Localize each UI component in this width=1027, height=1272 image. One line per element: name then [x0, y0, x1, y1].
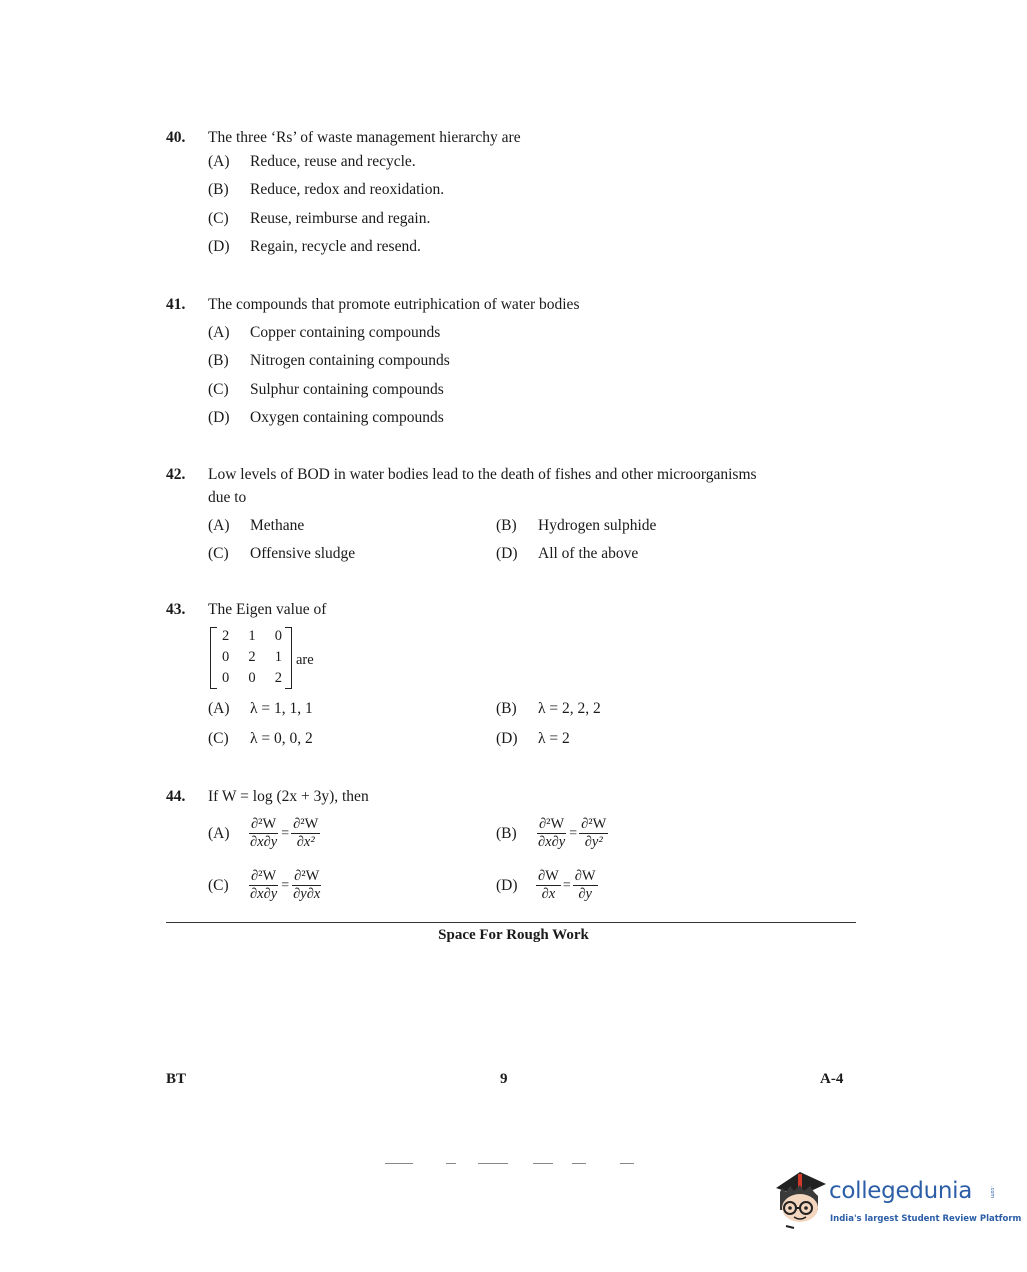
fraction-numerator: ∂²W [251, 868, 277, 884]
option-b [496, 816, 608, 851]
equals-sign: = [281, 877, 290, 893]
option-b [208, 181, 444, 199]
fraction-denominator: ∂y² [584, 834, 603, 850]
fraction-numerator: ∂²W [581, 816, 607, 832]
question-text: If W = log (2x + 3y), then [208, 788, 369, 805]
booklet-series: A-4 [820, 1071, 844, 1087]
question-text: The three ‘Rs’ of waste management hierarchy are [208, 129, 521, 146]
option-label: (D) [208, 409, 230, 426]
question-text: The compounds that promote eutriphication of water bodies [208, 296, 580, 313]
option-text: All of the above [538, 545, 639, 562]
scan-mark [620, 1163, 634, 1164]
fraction-numerator: ∂²W [539, 816, 565, 832]
option-label: (B) [496, 824, 517, 842]
matrix [210, 627, 292, 689]
question-number: 44. [166, 788, 186, 805]
fraction-numerator: ∂²W [251, 816, 277, 832]
option-b [496, 700, 601, 718]
matrix-cell: 2 [274, 670, 282, 686]
fraction [248, 868, 279, 903]
option-label: (C) [208, 210, 229, 227]
question-text-continued: due to [208, 489, 247, 506]
question-number: 42. [166, 466, 186, 483]
equals-sign: = [569, 825, 578, 841]
scan-mark [572, 1163, 586, 1164]
fraction-numerator: ∂W [574, 868, 596, 884]
matrix-row [222, 670, 282, 687]
footer-code: BT [166, 1071, 187, 1087]
question-text: The Eigen value of [208, 601, 327, 618]
mascot-icon [770, 1166, 828, 1236]
option-label: (B) [208, 181, 229, 198]
option-label: (D) [496, 876, 518, 894]
option-text: Offensive sludge [250, 545, 356, 562]
option-text: Hydrogen sulphide [538, 517, 657, 534]
matrix-cell: 1 [274, 649, 282, 665]
matrix-suffix: are [296, 652, 314, 668]
scan-mark [478, 1163, 508, 1164]
fraction [573, 868, 598, 903]
option-d [496, 730, 570, 748]
option-label: (C) [208, 730, 229, 747]
option-label: (C) [208, 545, 229, 562]
matrix-cell: 0 [274, 628, 282, 644]
option-c [208, 545, 355, 563]
fraction-denominator: ∂y∂x [293, 886, 321, 902]
option-label: (B) [496, 517, 517, 534]
question-number: 40. [166, 129, 186, 146]
option-a [208, 153, 416, 171]
option-label: (D) [496, 730, 518, 747]
option-text: λ = 0, 0, 2 [250, 730, 313, 747]
option-a [208, 700, 313, 718]
option-text: λ = 2 [538, 730, 570, 747]
scan-mark [533, 1163, 553, 1164]
option-c [208, 381, 444, 399]
option-label: (A) [208, 700, 230, 717]
option-text: Regain, recycle and resend. [250, 238, 421, 255]
rough-work-label: Space For Rough Work [438, 927, 589, 943]
matrix-right-bracket [285, 627, 292, 689]
fraction [536, 868, 561, 903]
option-label: (D) [208, 238, 230, 255]
option-label: (B) [208, 352, 229, 369]
section-divider [166, 922, 856, 923]
page-number: 9 [500, 1071, 508, 1087]
option-text: Reuse, reimburse and regain. [250, 210, 431, 227]
question-number: 41. [166, 296, 186, 313]
fraction-numerator: ∂²W [293, 816, 319, 832]
matrix-row [222, 649, 282, 666]
option-text: Reduce, reuse and recycle. [250, 153, 416, 170]
equals-sign: = [281, 825, 290, 841]
fraction [579, 816, 608, 851]
fraction-denominator: ∂y [578, 886, 592, 902]
matrix-cell: 1 [248, 628, 256, 644]
option-text: Sulphur containing compounds [250, 381, 444, 398]
fraction [291, 816, 320, 851]
option-text: Reduce, redox and reoxidation. [250, 181, 445, 198]
option-text: Oxygen containing compounds [250, 409, 444, 426]
question-text: Low levels of BOD in water bodies lead to the death of fishes and other microorganisms [208, 466, 757, 483]
option-c [208, 730, 313, 748]
option-text: Methane [250, 517, 305, 534]
logo-wordmark: collegedunia [829, 1178, 973, 1204]
scan-mark [446, 1163, 456, 1164]
matrix-cell: 2 [222, 628, 230, 644]
matrix-left-bracket [210, 627, 217, 689]
fraction-denominator: ∂x² [296, 834, 315, 850]
option-b [496, 517, 656, 535]
fraction [291, 868, 322, 903]
option-label: (A) [208, 517, 230, 534]
option-d [496, 545, 638, 563]
option-d [208, 238, 421, 256]
option-text: Copper containing compounds [250, 324, 441, 341]
option-c [208, 868, 322, 903]
option-label: (C) [208, 876, 229, 894]
fraction-denominator: ∂x [541, 886, 556, 902]
option-a [208, 324, 440, 342]
option-label: (B) [496, 700, 517, 717]
option-d [208, 409, 444, 427]
option-text: λ = 2, 2, 2 [538, 700, 601, 717]
logo-domain: .com [989, 1186, 995, 1199]
option-label: (A) [208, 324, 230, 341]
matrix-cell: 0 [222, 670, 230, 686]
option-text: Nitrogen containing compounds [250, 352, 450, 369]
question-number: 43. [166, 601, 186, 618]
option-b [208, 352, 450, 370]
matrix-cell: 0 [248, 670, 256, 686]
scan-mark [385, 1163, 413, 1164]
option-a [208, 517, 304, 535]
option-c [208, 210, 430, 228]
option-label: (D) [496, 545, 518, 562]
fraction-denominator: ∂x∂y [250, 886, 278, 902]
matrix-row [222, 628, 282, 645]
option-d [496, 868, 598, 903]
collegedunia-logo [770, 1166, 1022, 1236]
option-label: (A) [208, 153, 230, 170]
equals-sign: = [562, 877, 571, 893]
fraction [536, 816, 567, 851]
matrix-cell: 2 [248, 649, 256, 665]
option-label: (C) [208, 381, 229, 398]
option-a [208, 816, 320, 851]
fraction-denominator: ∂x∂y [250, 834, 278, 850]
option-label: (A) [208, 824, 230, 842]
matrix-cell: 0 [222, 649, 230, 665]
fraction-numerator: ∂²W [294, 868, 320, 884]
logo-tagline: India's largest Student Review Platform [830, 1214, 1022, 1224]
fraction-denominator: ∂x∂y [538, 834, 566, 850]
option-text: λ = 1, 1, 1 [250, 700, 313, 717]
fraction-numerator: ∂W [538, 868, 559, 884]
fraction [248, 816, 279, 851]
